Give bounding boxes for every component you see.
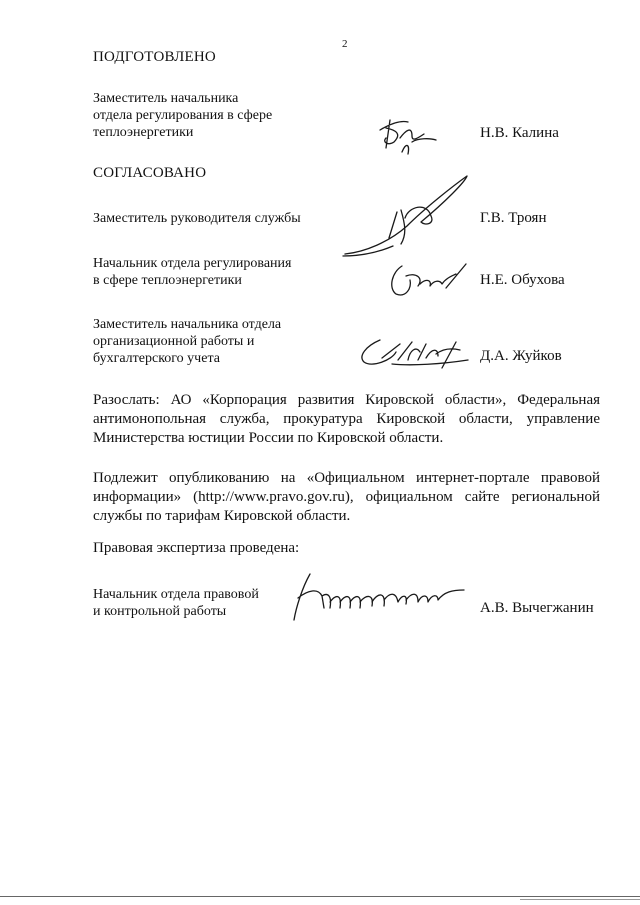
agreed-heading: СОГЛАСОВАНО xyxy=(93,165,207,181)
position-line: и контрольной работы xyxy=(93,604,227,619)
signer-name: Н.Е. Обухова xyxy=(480,272,565,288)
prepared-name: Н.В. Калина xyxy=(480,125,559,141)
expertise-note: Правовая экспертиза проведена: xyxy=(93,540,300,556)
bottom-rule xyxy=(0,896,640,897)
position-line: в сфере теплоэнергетики xyxy=(93,273,242,288)
prepared-heading: ПОДГОТОВЛЕНО xyxy=(93,49,216,65)
signature-zhuikov xyxy=(352,330,476,374)
signer-name: Д.А. Жуйков xyxy=(480,348,562,364)
distribution-list: Разослать: АО «Корпорация развития Кировской области», Федеральная антимонопольная служба, прокуратура Кировской области, управление Министерства юстиции России по Кировской области. xyxy=(93,392,600,446)
position-line: Заместитель начальника xyxy=(93,91,239,106)
position-line: бухгалтерского учета xyxy=(93,351,220,366)
position-line: Заместитель начальника отдела xyxy=(93,317,282,332)
signer-position xyxy=(93,316,353,367)
signature-vychegzhanin xyxy=(288,568,470,624)
signature-troyan xyxy=(335,172,475,264)
publication-notice: Подлежит опубликованию на «Официальном интернет-портале правовой информации» (http://www.pravo.gov.ru), официальном сайте региональной службы по тарифам Кировской области. xyxy=(93,470,600,524)
position-line: отдела регулирования в сфере xyxy=(93,108,273,123)
signer-name: Г.В. Троян xyxy=(480,210,547,226)
page-number: 2 xyxy=(342,38,348,50)
signature-kalina xyxy=(372,108,444,160)
signer-position xyxy=(93,255,353,289)
prepared-position xyxy=(93,90,323,141)
position-line: теплоэнергетики xyxy=(93,125,194,140)
position-line: организационной работы и xyxy=(93,334,255,349)
signer-position xyxy=(93,210,353,227)
signature-obukhova xyxy=(382,258,472,302)
position-line: Начальник отдела регулирования xyxy=(93,256,292,271)
bottom-rule-secondary xyxy=(520,899,640,900)
expertise-name: А.В. Вычегжанин xyxy=(480,600,594,616)
position-line: Заместитель руководителя службы xyxy=(93,211,301,226)
position-line: Начальник отдела правовой xyxy=(93,587,259,602)
